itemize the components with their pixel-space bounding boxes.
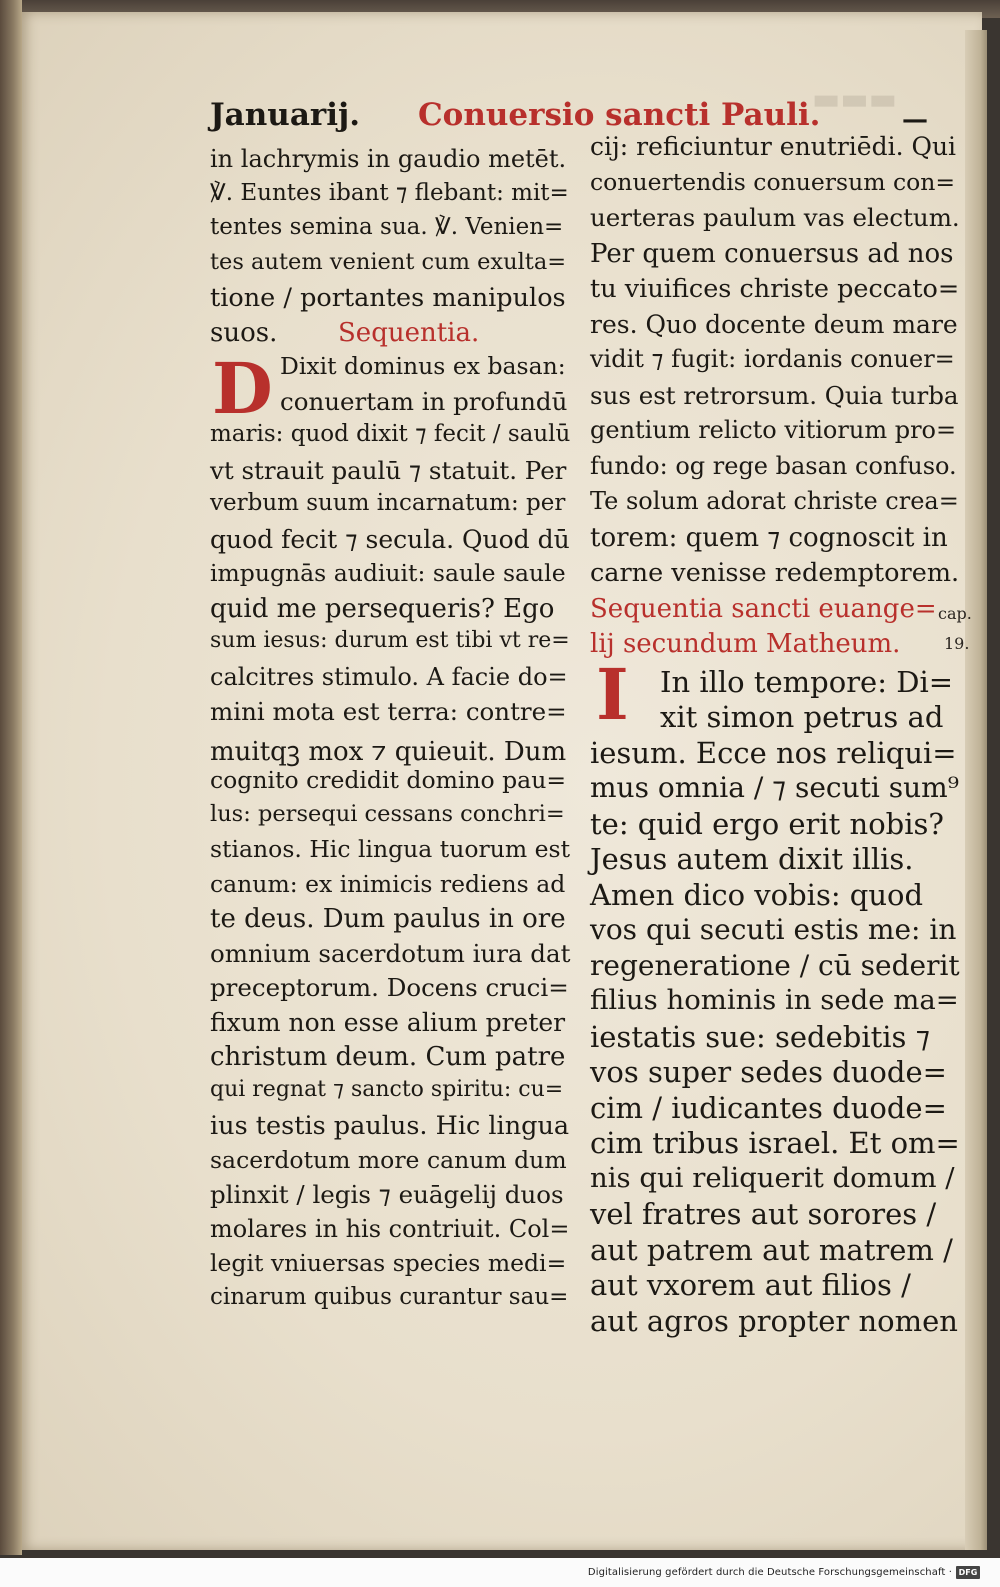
text-line: tentes semina sua. ℣. Venien= xyxy=(210,214,564,240)
text-line: plinxit / legis ⁊ euāgelij duos xyxy=(210,1180,564,1209)
text-line: aut agros propter nomen xyxy=(590,1303,958,1338)
text-line: ius testis paulus. Hic lingua xyxy=(210,1111,570,1141)
text-line: christum deum. Cum patre xyxy=(210,1042,566,1072)
text-line: vos qui secuti estis me: in xyxy=(590,913,957,946)
text-line: lus: persequi cessans conchri= xyxy=(210,800,565,827)
text-line: vt strauit paulū ⁊ statuit. Per xyxy=(210,455,567,485)
text-line: qui regnat ⁊ sancto spiritu: cu= xyxy=(210,1076,564,1102)
running-head-month: Januarij. xyxy=(210,97,361,133)
text-line: verbum suum incarnatum: per xyxy=(210,490,566,516)
text-line: legit vniuersas species medi= xyxy=(210,1249,567,1277)
show-through-text: ▬▬▬ xyxy=(812,82,898,117)
text-line: xit simon petrus ad xyxy=(660,700,944,734)
text-line: sum iesus: durum est tibi vt re= xyxy=(210,628,570,653)
text-line: quid me persequeris? Ego xyxy=(210,593,555,624)
text-line: cij: reficiuntur enutriēdi. Qui xyxy=(590,132,957,161)
text-line: Amen dico vobis: quod xyxy=(590,877,924,912)
text-line: mus omnia / ⁊ secuti sum⁹ xyxy=(590,771,959,804)
text-line: tione / portantes manipulos xyxy=(210,283,566,313)
text-line: Jesus autem dixit illis. xyxy=(590,842,914,876)
text-line: nis qui reliquerit domum / xyxy=(590,1161,955,1194)
text-line: maris: quod dixit ⁊ fecit / saulū xyxy=(210,421,571,447)
text-line: in lachrymis in gaudio metēt. xyxy=(210,145,567,173)
initial-letter-right: I xyxy=(596,653,629,736)
running-head-mark: — xyxy=(902,105,928,135)
text-line: iestatis sue: sedebitis ⁊ xyxy=(590,1019,931,1054)
text-line: quod fecit ⁊ secula. Quod dū xyxy=(210,524,570,554)
text-line: In illo tempore: Di= xyxy=(660,664,954,699)
text-line: Per quem conuersus ad nos xyxy=(590,238,954,269)
text-line: aut patrem aut matrem / xyxy=(590,1232,953,1267)
funding-notice: Digitalisierung gefördert durch die Deutsche Forschungsgemeinschaft · xyxy=(587,1567,952,1578)
text-line: tu viuifices christe peccato= xyxy=(590,274,960,304)
text-line: omnium sacerdotum iura dat xyxy=(210,938,571,968)
text-line: muitqꝫ mox ⁊ quieuit. Dum xyxy=(210,736,567,767)
text-line: uerteras paulum vas electum. xyxy=(590,203,960,232)
text-line: fundo: og rege basan confuso. xyxy=(590,451,957,480)
text-line: lij secundum Matheum. xyxy=(590,629,901,659)
text-line: cim / iudicantes duode= xyxy=(590,1090,947,1125)
text-line: conuertam in profundū xyxy=(280,386,568,416)
text-line: canum: ex inimicis rediens ad xyxy=(210,869,566,898)
text-line: Te solum adorat christe crea= xyxy=(590,487,959,515)
running-head-title: Conuersio sancti Pauli. xyxy=(418,97,821,133)
text-line: Sequentia sancti euange= xyxy=(590,593,937,624)
text-line: mini mota est terra: contre= xyxy=(210,697,567,726)
text-line: sacerdotum more canum dum xyxy=(210,1145,567,1174)
text-line: Sequentia. xyxy=(338,317,480,348)
text-line: vel fratres aut sorores / xyxy=(590,1197,937,1231)
text-line: vidit ⁊ fugit: iordanis conuer= xyxy=(590,345,955,373)
text-line: filius hominis in sede ma= xyxy=(590,984,959,1016)
text-line: fixum non esse alium preter xyxy=(210,1007,566,1037)
text-line: te: quid ergo erit nobis? xyxy=(590,806,944,841)
text-line: iesum. Ecce nos reliqui= xyxy=(590,735,957,770)
text-line: ℣. Euntes ibant ⁊ flebant: mit= xyxy=(210,179,569,206)
text-line: vos super sedes duode= xyxy=(590,1055,947,1089)
text-line: conuertendis conuersum con= xyxy=(590,167,956,196)
text-line: torem: quem ⁊ cognoscit in xyxy=(590,522,948,553)
text-line: regeneratione / cū sederit xyxy=(590,948,960,982)
initial-letter-left: D xyxy=(212,347,273,430)
text-line: gentium relicto vitiorum pro= xyxy=(590,416,957,444)
text-line: suos. xyxy=(210,317,278,348)
dfg-logo: DFG xyxy=(956,1566,980,1579)
book-spine-edge xyxy=(0,0,22,1555)
page-fore-edge xyxy=(965,30,987,1550)
text-line: carne venisse redemptorem. xyxy=(590,558,960,588)
text-line: res. Quo docente deum mare xyxy=(590,309,958,339)
text-line: sus est retrorsum. Quia turba xyxy=(590,380,959,410)
text-line: tes autem venient cum exulta= xyxy=(210,248,567,275)
text-line: molares in his contriuit. Col= xyxy=(210,1214,570,1243)
text-line: calcitres stimulo. A facie do= xyxy=(210,662,568,691)
text-line: cinarum quibus curantur sau= xyxy=(210,1283,569,1310)
margin-note-number: 19. xyxy=(944,634,970,653)
margin-note-cap: cap. xyxy=(938,604,972,623)
text-line: te deus. Dum paulus in ore xyxy=(210,904,566,934)
text-line: aut vxorem aut filios / xyxy=(590,1268,911,1302)
text-line: impugnās audiuit: saule saule xyxy=(210,559,566,587)
text-line: preceptorum. Docens cruci= xyxy=(210,973,569,1002)
text-line: Dixit dominus ex basan: xyxy=(280,352,566,380)
text-line: stianos. Hic lingua tuorum est xyxy=(210,835,571,863)
text-line: cognito credidit domino pau= xyxy=(210,766,567,794)
text-line: cim tribus israel. Et om= xyxy=(590,1126,960,1160)
